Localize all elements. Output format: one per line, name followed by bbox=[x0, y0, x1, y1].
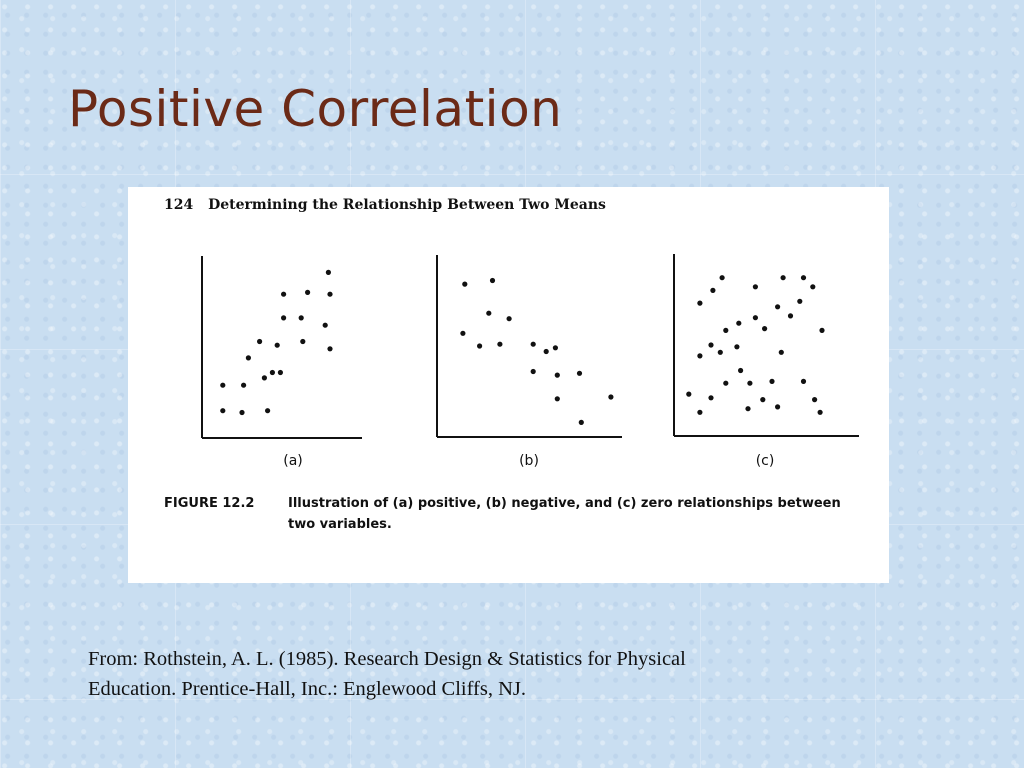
data-point bbox=[697, 410, 702, 415]
data-point bbox=[220, 383, 225, 388]
page-header-text: Determining the Relationship Between Two Means bbox=[208, 197, 606, 213]
caption-line-1: Illustration of (a) positive, (b) negative, and (c) zero relationships between bbox=[288, 496, 841, 511]
data-point bbox=[579, 420, 584, 425]
data-point bbox=[723, 328, 728, 333]
data-point bbox=[323, 323, 328, 328]
data-point bbox=[555, 373, 560, 378]
data-point bbox=[736, 321, 741, 326]
data-point bbox=[718, 350, 723, 355]
data-point bbox=[797, 299, 802, 304]
scatter-plots bbox=[128, 187, 889, 487]
data-point bbox=[305, 290, 310, 295]
data-point bbox=[327, 292, 332, 297]
scatter-panel-3 bbox=[674, 254, 859, 469]
data-point bbox=[577, 371, 582, 376]
data-point bbox=[762, 326, 767, 331]
data-point bbox=[531, 369, 536, 374]
data-point bbox=[775, 404, 780, 409]
data-point bbox=[788, 313, 793, 318]
data-point bbox=[720, 275, 725, 280]
data-point bbox=[747, 381, 752, 386]
slide-title: Positive Correlation bbox=[68, 80, 563, 138]
data-point bbox=[257, 339, 262, 344]
data-point bbox=[555, 396, 560, 401]
data-point bbox=[239, 410, 244, 415]
source-line-1: From: Rothstein, A. L. (1985). Research Design & Statistics for Physical bbox=[88, 648, 686, 670]
data-point bbox=[462, 282, 467, 287]
data-point bbox=[486, 311, 491, 316]
data-point bbox=[810, 284, 815, 289]
data-point bbox=[281, 292, 286, 297]
data-point bbox=[327, 346, 332, 351]
data-point bbox=[753, 284, 758, 289]
figure-caption bbox=[164, 493, 889, 535]
data-point bbox=[608, 394, 613, 399]
data-point bbox=[779, 350, 784, 355]
data-point bbox=[281, 315, 286, 320]
scanned-figure bbox=[128, 187, 889, 583]
figure-label: FIGURE 12.2 bbox=[164, 496, 255, 511]
data-point bbox=[220, 408, 225, 413]
caption-line-2: two variables. bbox=[288, 517, 392, 532]
data-point bbox=[326, 270, 331, 275]
data-point bbox=[460, 331, 465, 336]
data-point bbox=[801, 379, 806, 384]
data-point bbox=[697, 353, 702, 358]
data-point bbox=[760, 397, 765, 402]
data-point bbox=[265, 408, 270, 413]
data-point bbox=[812, 397, 817, 402]
data-point bbox=[697, 301, 702, 306]
data-point bbox=[262, 375, 267, 380]
data-point bbox=[270, 370, 275, 375]
data-point bbox=[801, 275, 806, 280]
data-point bbox=[819, 328, 824, 333]
data-point bbox=[490, 278, 495, 283]
source-citation bbox=[88, 644, 908, 704]
data-point bbox=[544, 349, 549, 354]
data-point bbox=[781, 275, 786, 280]
data-point bbox=[299, 315, 304, 320]
data-point bbox=[723, 381, 728, 386]
data-point bbox=[769, 379, 774, 384]
data-point bbox=[477, 343, 482, 348]
data-point bbox=[745, 406, 750, 411]
panel-label: (c) bbox=[755, 453, 775, 469]
data-point bbox=[686, 392, 691, 397]
data-point bbox=[275, 343, 280, 348]
data-point bbox=[775, 304, 780, 309]
data-point bbox=[553, 345, 558, 350]
data-point bbox=[738, 368, 743, 373]
data-point bbox=[497, 342, 502, 347]
data-point bbox=[818, 410, 823, 415]
data-point bbox=[278, 370, 283, 375]
data-point bbox=[710, 288, 715, 293]
page-number: 124 bbox=[164, 197, 194, 213]
scatter-panel-1 bbox=[202, 256, 362, 469]
data-point bbox=[241, 383, 246, 388]
data-point bbox=[507, 316, 512, 321]
scatter-panel-2 bbox=[437, 255, 622, 469]
data-point bbox=[708, 342, 713, 347]
data-point bbox=[300, 339, 305, 344]
data-point bbox=[753, 315, 758, 320]
panel-label: (a) bbox=[283, 453, 303, 469]
data-point bbox=[734, 344, 739, 349]
panel-label: (b) bbox=[519, 453, 539, 469]
source-line-2: Education. Prentice-Hall, Inc.: Englewood Cliffs, NJ. bbox=[88, 678, 526, 700]
data-point bbox=[246, 355, 251, 360]
data-point bbox=[531, 342, 536, 347]
data-point bbox=[708, 395, 713, 400]
